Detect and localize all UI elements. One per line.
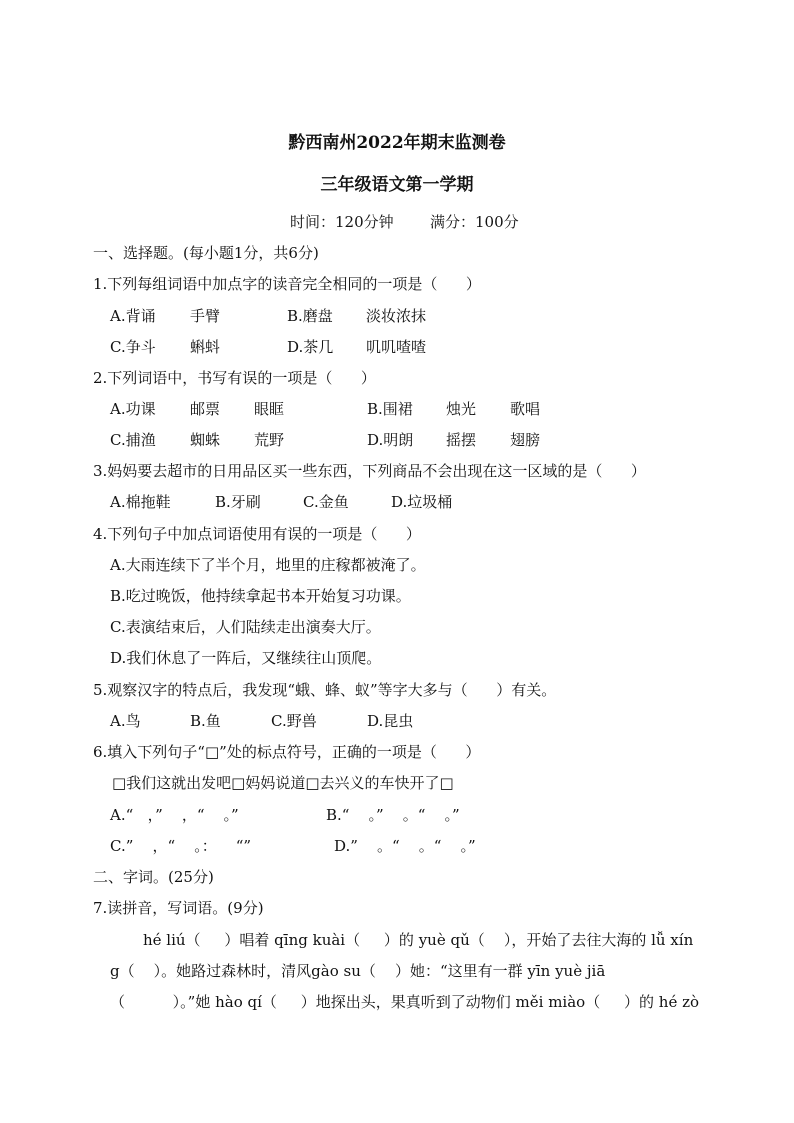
q3-option: B.牙刷 [215,493,261,511]
q1-option: 叽叽喳喳 [366,338,427,356]
q1-option: 淡妆浓抹 [366,307,427,325]
q2-option: D.明朗 [367,431,414,449]
q2-option: 邮票 [190,400,221,418]
q7-pinyin-line: g（ ）。她路过森林时，清风gào su（ ）她：“这里有一群 yīn yuè jiā [110,962,606,980]
score-info: 满分：100分 [430,213,519,231]
q5-option: B.鱼 [190,712,221,730]
time-info: 时间：120分钟 [290,213,394,231]
q2-option: 歌唱 [510,400,541,418]
q2-option: 荒野 [254,431,285,449]
q6-sentence: □我们这就出发吧□妈妈说道□去兴义的车快开了□ [112,774,454,792]
q2-option: 眼眶 [254,400,285,418]
q1-option: 蝌蚪 [190,338,221,356]
q2-option: 摇摆 [446,431,477,449]
q3-option: C.金鱼 [303,493,349,511]
q7-stem: 7.读拼音，写词语。(9分) [93,899,264,917]
q1-option: D.茶几 [287,338,334,356]
q5-option: D.昆虫 [367,712,414,730]
q2-option: 蜘蛛 [190,431,221,449]
section2-heading: 二、字词。(25分) [93,868,214,886]
q2-option: B.围裙 [367,400,413,418]
section1-heading: 一、选择题。(每小题1分，共6分) [93,244,319,262]
q3-stem: 3.妈妈要去超市的日用品区买一些东西，下列商品不会出现在这一区域的是（ ） [93,462,646,480]
q1-stem: 1.下列每组词语中加点字的读音完全相同的一项是（ ） [93,275,481,293]
q1-option: C.争斗 [110,338,156,356]
q4-stem: 4.下列句子中加点词语使用有误的一项是（ ） [93,525,421,543]
q2-option: 烛光 [446,400,477,418]
q4-option: A.大雨连续下了半个月，地里的庄稼都被淹了。 [110,556,426,574]
q1-option: A.背诵 [110,307,156,325]
q6-stem: 6.填入下列句子“□”处的标点符号，正确的一项是（ ） [93,743,481,761]
q6-option: D.” 。“ 。“ 。” [334,837,476,855]
q6-option: C.” ，“ 。： “” [110,837,252,855]
q5-option: A.鸟 [110,712,141,730]
q6-option: B.“ 。” 。“ 。” [326,806,460,824]
q2-option: C.捕渔 [110,431,156,449]
exam-title: 黔西南州2022年期末监测卷 [288,133,506,153]
q1-option: B.磨盘 [287,307,333,325]
q3-option: D.垃圾桶 [391,493,453,511]
q1-option: 手臂 [190,307,221,325]
q4-option: D.我们休息了一阵后，又继续往山顶爬。 [110,649,382,667]
q4-option: B.吃过晚饭，他持续拿起书本开始复习功课。 [110,587,411,605]
q6-option: A.“ ，” ，“ 。” [110,806,239,824]
q4-option: C.表演结束后，人们陆续走出演奏大厅。 [110,618,381,636]
q5-stem: 5.观察汉字的特点后，我发现“蛾、蜂、蚁”等字大多与（ ）有关。 [93,681,557,699]
q3-option: A.棉拖鞋 [110,493,171,511]
q2-option: 翅膀 [510,431,541,449]
q5-option: C.野兽 [271,712,317,730]
exam-subtitle: 三年级语文第一学期 [320,175,474,195]
q2-option: A.功课 [110,400,156,418]
q7-pinyin-line: （ ）。”她 hào qí（ ）地探出头，果真听到了动物们 měi miào（ ）的 hé zò [110,993,700,1011]
q7-pinyin-line: hé liú（ ）唱着 qīng kuài（ ）的 yuè qǔ（ ），开始了去往大海的 lǚ xín [143,931,694,949]
q2-stem: 2.下列词语中，书写有误的一项是（ ） [93,369,376,387]
